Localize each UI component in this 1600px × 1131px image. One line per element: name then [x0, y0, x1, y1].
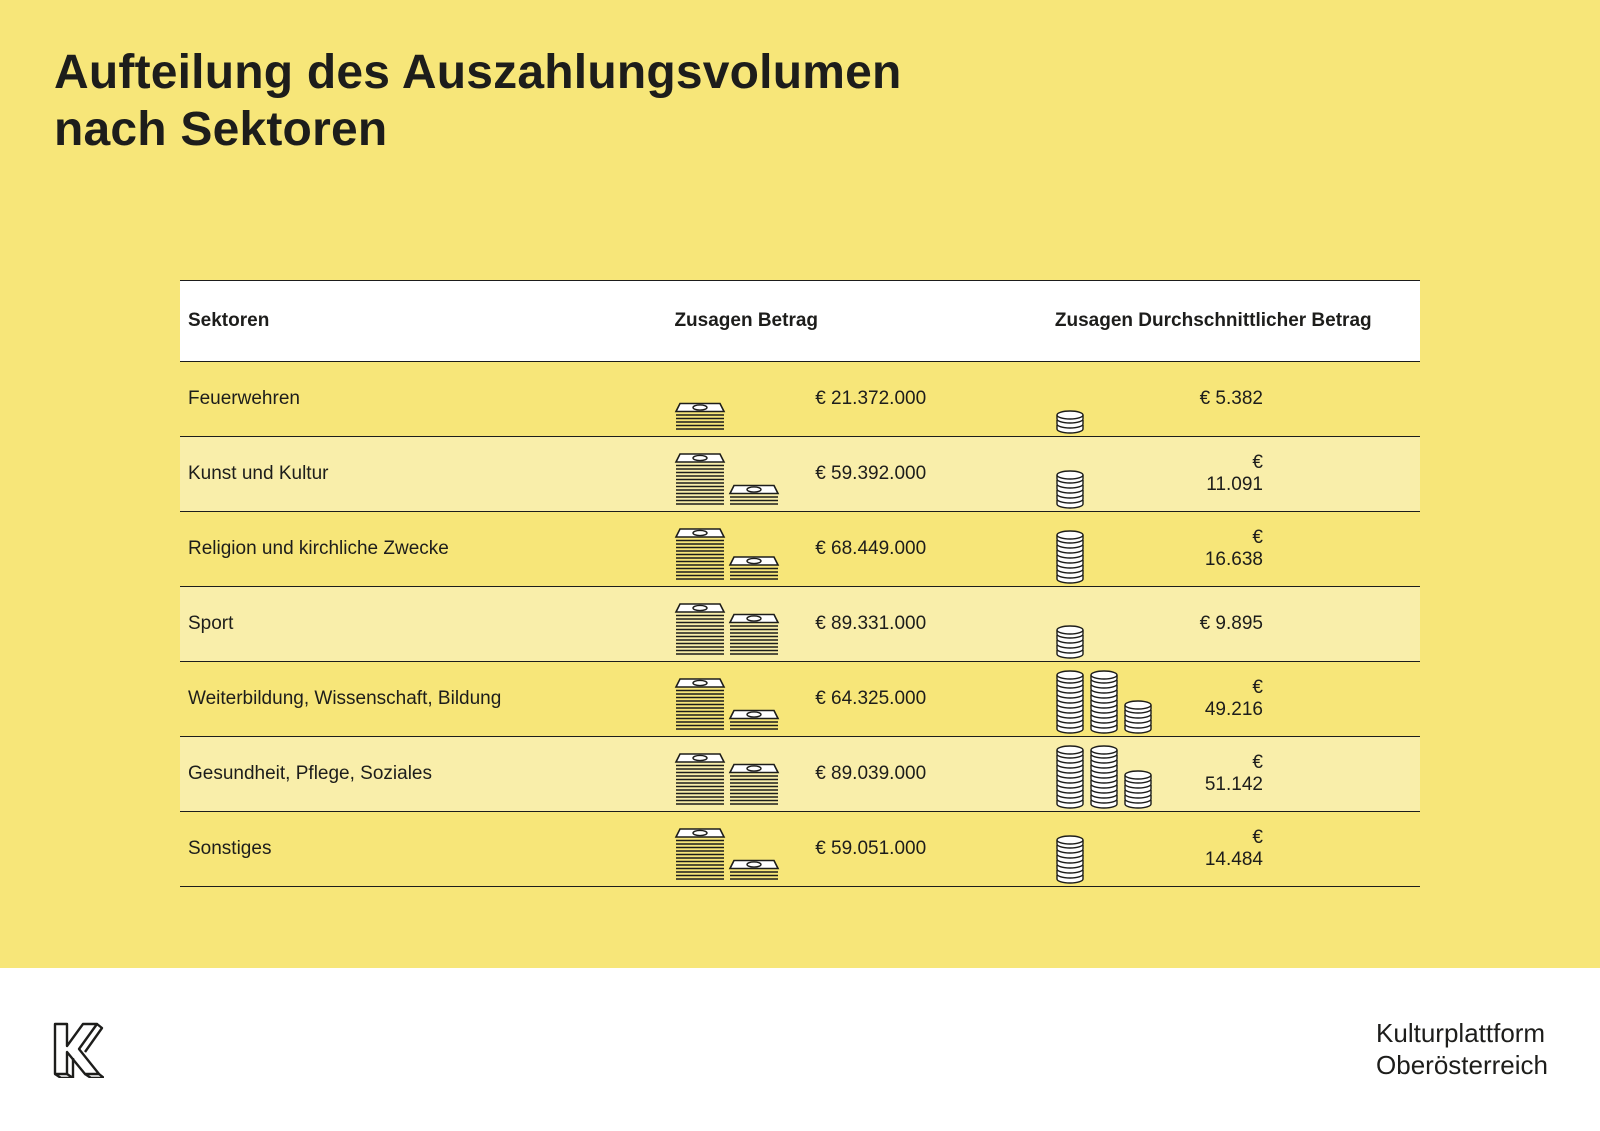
coin-stack	[1057, 471, 1083, 508]
sector-label: Kunst und Kultur	[188, 463, 329, 484]
chart-title	[54, 44, 954, 158]
amount-value: € 89.039.000	[815, 763, 927, 784]
amount-value: € 59.392.000	[815, 463, 927, 484]
coin-stack	[1057, 411, 1083, 433]
brand-line-1: Kulturplattform	[1376, 1018, 1546, 1048]
amount-value: € 64.325.000	[815, 688, 927, 709]
average-value: € 5.382	[1199, 388, 1263, 409]
coin-stack	[1057, 531, 1083, 583]
banknote-stack	[730, 486, 778, 505]
amount-value: € 89.331.000	[815, 613, 927, 634]
table-header-row	[180, 281, 1420, 362]
amount-icon-cell	[674, 587, 806, 662]
banknote-stack-icon	[674, 513, 804, 585]
average-value-cell	[1194, 587, 1420, 662]
table-row	[180, 737, 1420, 812]
amount-value-cell	[806, 737, 1055, 812]
coin-stack	[1091, 671, 1117, 733]
amount-value-cell	[806, 587, 1055, 662]
coin-stack-icon	[1055, 738, 1185, 810]
average-icon-cell	[1055, 437, 1194, 512]
table-body	[180, 362, 1420, 887]
banknote-stack-icon	[674, 588, 804, 660]
banknote-stack	[676, 679, 724, 729]
sector-label: Religion und kirchliche Zwecke	[188, 538, 449, 559]
average-value-cell	[1194, 662, 1420, 737]
banknote-stack-icon	[674, 663, 804, 735]
chart-title-line-1: Aufteilung des Auszahlungsvolumen	[54, 46, 902, 99]
amount-value-cell	[806, 812, 1055, 887]
amount-value-cell	[806, 437, 1055, 512]
average-icon-cell	[1055, 812, 1194, 887]
sector-label: Sport	[188, 613, 234, 634]
coin-stack-icon	[1055, 588, 1185, 660]
average-value: € 14.484	[1204, 827, 1263, 870]
table-row	[180, 362, 1420, 437]
banknote-stack-icon	[674, 438, 804, 510]
coin-stack-icon	[1055, 513, 1185, 585]
banknote-stack	[730, 711, 778, 730]
amount-icon-cell	[674, 812, 806, 887]
sector-table	[180, 280, 1420, 887]
banknote-stack	[730, 557, 778, 579]
amount-value-cell	[806, 362, 1055, 437]
coin-stack	[1057, 746, 1083, 808]
coin-stack	[1125, 771, 1151, 808]
k-logo-icon	[52, 1022, 104, 1078]
banknote-stack	[676, 529, 724, 579]
average-value: € 51.142	[1204, 752, 1263, 795]
banknote-stack	[676, 829, 724, 879]
average-value-cell	[1194, 362, 1420, 437]
coin-stack-icon	[1055, 438, 1185, 510]
amount-value: € 68.449.000	[815, 538, 927, 559]
average-icon-cell	[1055, 362, 1194, 437]
banknote-stack	[730, 615, 778, 655]
table-row	[180, 587, 1420, 662]
amount-value: € 21.372.000	[815, 388, 927, 409]
banknote-stack	[730, 765, 778, 805]
average-value: € 16.638	[1204, 527, 1263, 570]
average-value: € 9.895	[1199, 613, 1263, 634]
average-value: € 11.091	[1206, 452, 1263, 495]
amount-icon-cell	[674, 437, 806, 512]
banknote-stack-icon	[674, 363, 804, 435]
table-row	[180, 812, 1420, 887]
amount-value-cell	[806, 512, 1055, 587]
banknote-stack-icon	[674, 738, 804, 810]
sector-label: Weiterbildung, Wissenschaft, Bildung	[188, 688, 502, 709]
average-icon-cell	[1055, 737, 1194, 812]
average-value-cell	[1194, 737, 1420, 812]
column-header-sectors: Sektoren	[188, 310, 270, 331]
coin-stack	[1125, 701, 1151, 733]
brand-line-2: Oberösterreich	[1376, 1050, 1548, 1080]
amount-icon-cell	[674, 362, 806, 437]
average-value-cell	[1194, 812, 1420, 887]
average-value: € 49.216	[1204, 677, 1263, 720]
banknote-stack	[676, 404, 724, 430]
brand-name	[1376, 1017, 1548, 1081]
amount-icon-cell	[674, 512, 806, 587]
coin-stack	[1091, 746, 1117, 808]
average-value-cell	[1194, 512, 1420, 587]
average-value-cell	[1194, 437, 1420, 512]
column-header-average: Zusagen Durchschnittlicher Betrag	[1054, 310, 1372, 331]
coin-stack	[1057, 626, 1083, 658]
coin-stack-icon	[1055, 813, 1185, 885]
sector-label: Sonstiges	[188, 838, 272, 859]
banknote-stack	[730, 861, 778, 880]
coin-stack-icon	[1055, 663, 1185, 735]
table-row	[180, 512, 1420, 587]
amount-value: € 59.051.000	[815, 838, 927, 859]
coin-stack	[1057, 836, 1083, 883]
coin-stack-icon	[1055, 363, 1185, 435]
coin-stack	[1057, 671, 1083, 733]
banknote-stack	[676, 604, 724, 654]
column-header-amount: Zusagen Betrag	[674, 310, 819, 331]
banknote-stack	[676, 454, 724, 504]
sector-label: Feuerwehren	[188, 388, 300, 409]
banknote-stack-icon	[674, 813, 804, 885]
amount-value-cell	[806, 662, 1055, 737]
average-icon-cell	[1055, 512, 1194, 587]
table-row	[180, 662, 1420, 737]
table-row	[180, 437, 1420, 512]
average-icon-cell	[1055, 662, 1194, 737]
amount-icon-cell	[674, 737, 806, 812]
banknote-stack	[676, 754, 724, 804]
chart-title-line-2: nach Sektoren	[54, 103, 388, 156]
sector-label: Gesundheit, Pflege, Soziales	[188, 763, 432, 784]
amount-icon-cell	[674, 662, 806, 737]
average-icon-cell	[1055, 587, 1194, 662]
